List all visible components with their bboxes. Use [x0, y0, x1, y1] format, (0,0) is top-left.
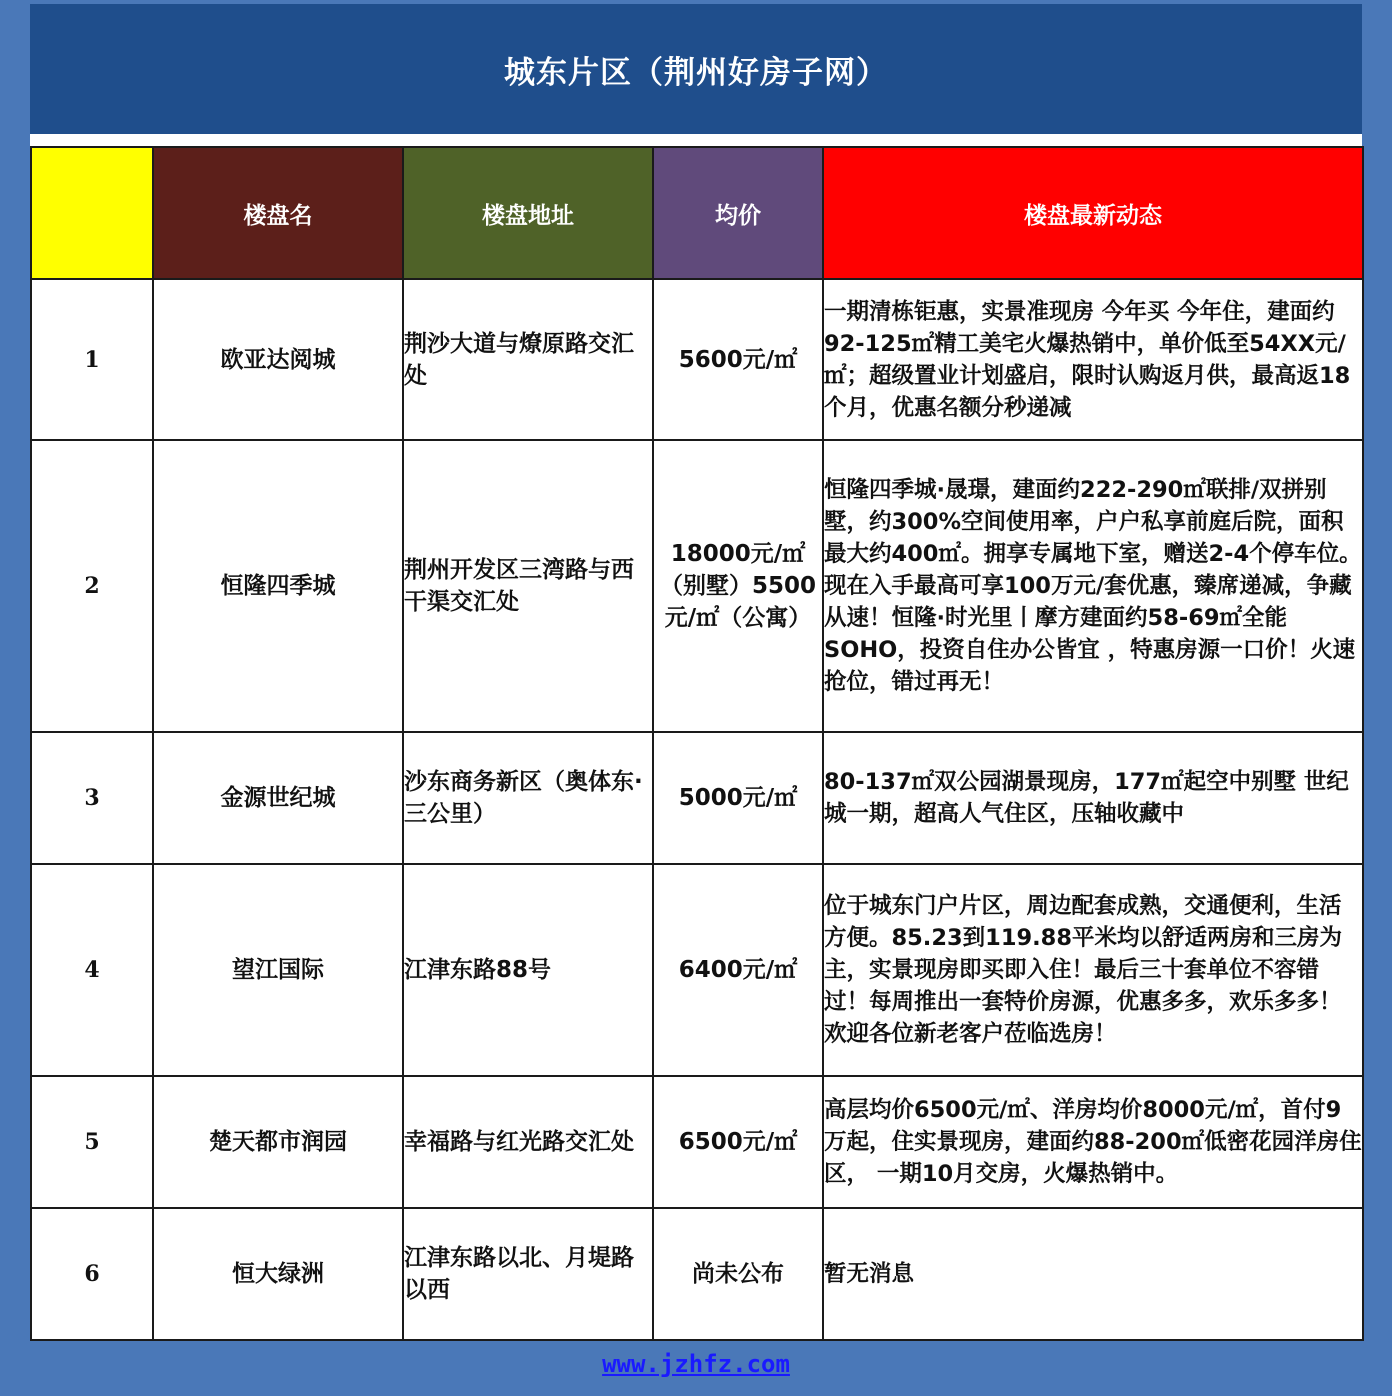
row-price: 18000元/㎡（别墅）5500元/㎡（公寓）: [653, 440, 823, 732]
website-link[interactable]: www.jzhfz.com: [602, 1350, 790, 1378]
table-row: [31, 732, 1363, 864]
row-index: 5: [31, 1076, 153, 1208]
table-row: [31, 440, 1363, 732]
row-address: 江津东路以北、月堤路以西: [403, 1208, 653, 1340]
table-row: [31, 1208, 1363, 1340]
row-address: 荆州开发区三湾路与西干渠交汇处: [403, 440, 653, 732]
row-index: 1: [31, 279, 153, 440]
row-name: 恒大绿洲: [153, 1208, 403, 1340]
row-name: 欧亚达阅城: [153, 279, 403, 440]
row-index: 4: [31, 864, 153, 1076]
row-name: 望江国际: [153, 864, 403, 1076]
header-name: 楼盘名: [153, 147, 403, 279]
row-price: 尚未公布: [653, 1208, 823, 1340]
row-price: 5000元/㎡: [653, 732, 823, 864]
row-address: 沙东商务新区（奥体东·三公里）: [403, 732, 653, 864]
row-address: 荆沙大道与燎原路交汇处: [403, 279, 653, 440]
header-news: 楼盘最新动态: [823, 147, 1363, 279]
row-price: 5600元/㎡: [653, 279, 823, 440]
table-row: [31, 279, 1363, 440]
table-row: [31, 864, 1363, 1076]
row-address: 江津东路88号: [403, 864, 653, 1076]
property-table: [30, 146, 1364, 1341]
row-name: 金源世纪城: [153, 732, 403, 864]
row-address: 幸福路与红光路交汇处: [403, 1076, 653, 1208]
header-price: 均价: [653, 147, 823, 279]
page-title: 城东片区（荆州好房子网）: [30, 4, 1362, 134]
header-row: [31, 147, 1363, 279]
row-name: 恒隆四季城: [153, 440, 403, 732]
row-index: 3: [31, 732, 153, 864]
row-news: 暂无消息: [823, 1208, 1363, 1340]
row-name: 楚天都市润园: [153, 1076, 403, 1208]
row-news: 80-137㎡双公园湖景现房，177㎡起空中别墅 世纪城一期，超高人气住区，压轴收藏中: [823, 732, 1363, 864]
row-news: 恒隆四季城·晟璟，建面约222-290㎡联排/双拼别墅，约300%空间使用率，户户私享前庭后院，面积最大约400㎡。拥享专属地下室，赠送2-4个停车位。现在入手最高可享100万元/套优惠，臻席递减，争藏从速！恒隆·时光里丨摩方建面约58-69㎡全能SOHO，投资自住办公皆宜 ，特惠房源一口价！火速抢位，错过再无！: [823, 440, 1363, 732]
row-price: 6500元/㎡: [653, 1076, 823, 1208]
row-index: 2: [31, 440, 153, 732]
table-row: [31, 1076, 1363, 1208]
row-news: 高层均价6500元/㎡、洋房均价8000元/㎡，首付9万起，住实景现房，建面约88-200㎡低密花园洋房住区， 一期10月交房，火爆热销中。: [823, 1076, 1363, 1208]
row-news: 位于城东门户片区，周边配套成熟，交通便利，生活方便。85.23到119.88平米均以舒适两房和三房为主，实景现房即买即入住！最后三十套单位不容错过！每周推出一套特价房源，优惠多多，欢乐多多！欢迎各位新老客户莅临选房！: [823, 864, 1363, 1076]
row-price: 6400元/㎡: [653, 864, 823, 1076]
divider: [30, 134, 1362, 146]
header-address: 楼盘地址: [403, 147, 653, 279]
row-index: 6: [31, 1208, 153, 1340]
row-news: 一期清栋钜惠，实景准现房 今年买 今年住，建面约92-125㎡精工美宅火爆热销中，单价低至54XX元/㎡；超级置业计划盛启，限时认购返月供，最高返18个月，优惠名额分秒递减: [823, 279, 1363, 440]
header-index: [31, 147, 153, 279]
